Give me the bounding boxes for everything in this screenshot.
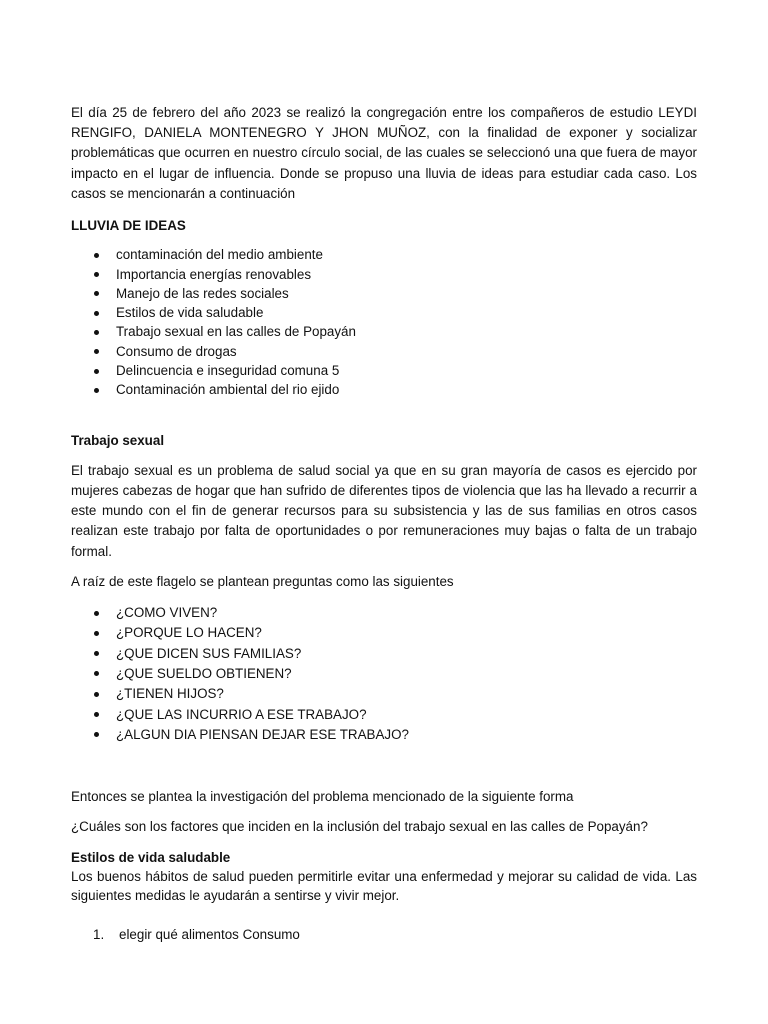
estilos-paragraph: Los buenos hábitos de salud pueden permitirle evitar una enfermedad y mejorar su calidad de vida. Las siguientes medidas le ayudarán a sentirse y vivir mejor. [71,868,697,903]
list-item: contaminación del medio ambiente [71,245,697,264]
lluvia-list [71,245,697,399]
list-item: Contaminación ambiental del rio ejido [71,380,697,399]
intro-paragraph: El día 25 de febrero del año 2023 se realizó la congregación entre los compañeros de estudio LEYDI RENGIFO, DANIELA MONTENEGRO Y JHON MUÑOZ, con la finalidad de exponer y socializar problemáticas que ocurren en nuestro círculo social, de las cuales se seleccionó una que fuera de mayor impacto en el lugar de influencia. Donde se propuso una lluvia de ideas para estudiar cada caso. Los casos se mencionarán a continuación [71,105,697,201]
list-item [71,925,697,945]
list-item: Importancia energías renovables [71,265,697,284]
list-item: ¿ALGUN DIA PIENSAN DEJAR ESE TRABAJO? [71,725,697,745]
list-item: Delincuencia e inseguridad comuna 5 [71,361,697,380]
research-question: ¿Cuáles son los factores que inciden en la inclusión del trabajo sexual en las calles de Popayán? [71,819,648,835]
list-item: ¿TIENEN HIJOS? [71,684,697,704]
trabajo-paragraph: El trabajo sexual es un problema de salud social ya que en su gran mayoría de casos es ejercido por mujeres cabezas de hogar que han sufrido de diferentes tipos de violencia que las ha llevado a recurrir a este mundo con el fin de generar recursos para su subsistencia y las de sus familias en otros casos realizan este trabajo por falta de oportunidades o por remuneraciones muy bajas o falta de un trabajo formal. [71,462,697,559]
questions-intro: A raíz de este flagelo se plantean preguntas como las siguientes [71,573,454,589]
list-number: 1. [93,926,105,942]
lluvia-heading: LLUVIA DE IDEAS [71,218,186,234]
questions-list [71,603,697,745]
estilos-heading: Estilos de vida saludable [71,849,231,865]
investigation-intro: Entonces se plantea la investigación del problema mencionado de la siguiente forma [71,789,574,805]
document-page [71,103,697,945]
list-item: ¿QUE LAS INCURRIO A ESE TRABAJO? [71,705,697,725]
list-item: ¿COMO VIVEN? [71,603,697,623]
list-item: ¿PORQUE LO HACEN? [71,623,697,643]
list-item: Manejo de las redes sociales [71,284,697,303]
estilos-numbered-list [71,925,697,945]
trabajo-heading: Trabajo sexual [71,432,165,448]
list-item-text: elegir qué alimentos Consumo [119,926,300,942]
list-item: ¿QUE DICEN SUS FAMILIAS? [71,644,697,664]
list-item: Estilos de vida saludable [71,303,697,322]
list-item: ¿QUE SUELDO OBTIENEN? [71,664,697,684]
list-item: Consumo de drogas [71,342,697,361]
list-item: Trabajo sexual en las calles de Popayán [71,322,697,341]
